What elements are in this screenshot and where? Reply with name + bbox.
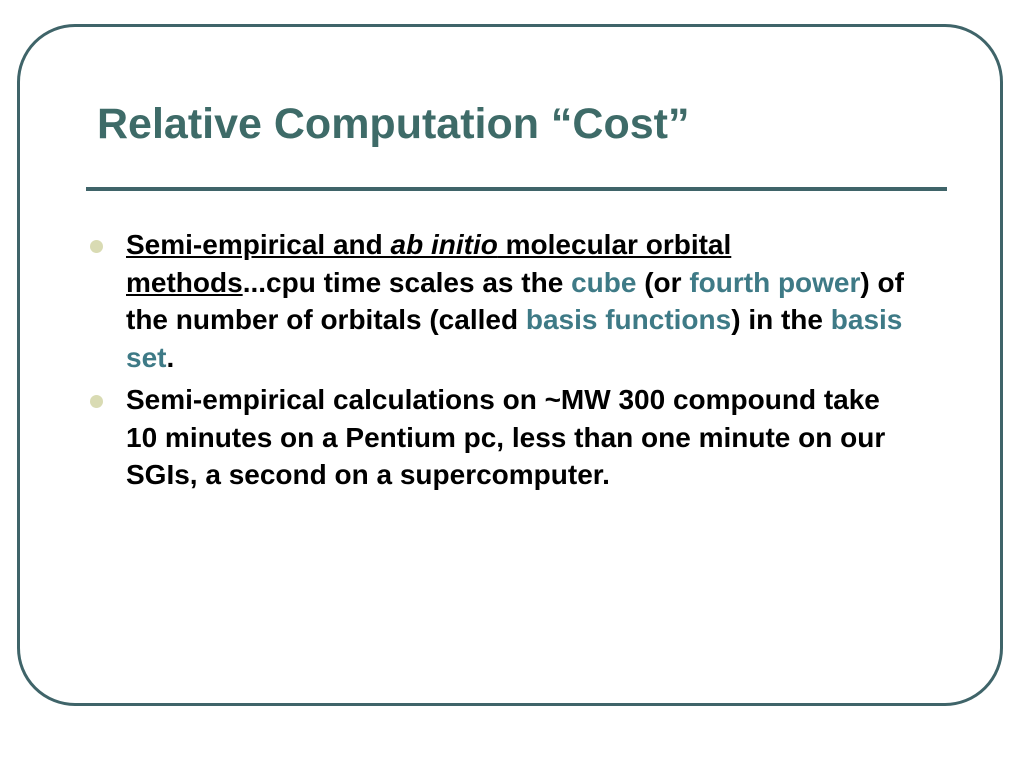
bullet-dot-icon bbox=[90, 240, 103, 253]
highlight-term: cube bbox=[571, 266, 637, 298]
bullet-text: Semi-empirical calculations on ~MW 300 compound take 10 minutes on a Pentium pc, less than one minute on our SGIs, a second on a supercomputer. bbox=[126, 384, 886, 490]
highlight-term: basis functions bbox=[525, 304, 732, 335]
highlight-term: basis set bbox=[126, 304, 903, 373]
text-segment: . bbox=[166, 341, 175, 373]
text-segment: ) of the number of orbitals (called bbox=[126, 266, 904, 335]
highlight-term: fourth power bbox=[689, 266, 861, 298]
title-divider bbox=[86, 187, 947, 191]
text-segment: Semi-empirical and bbox=[126, 229, 391, 260]
text-segment: ) in the bbox=[731, 304, 831, 335]
italic-term: ab initio bbox=[390, 229, 498, 260]
slide-title: Relative Computation “Cost” bbox=[97, 100, 690, 148]
bullet-dot-icon bbox=[90, 395, 103, 408]
bullet-item-2 bbox=[88, 381, 918, 494]
text-segment: molecular orbital methods bbox=[126, 229, 732, 298]
bullet-item-1 bbox=[88, 226, 918, 376]
text-segment: (or bbox=[636, 266, 690, 298]
bullet-list bbox=[88, 226, 918, 499]
text-segment: ...cpu time scales as the bbox=[242, 266, 572, 298]
